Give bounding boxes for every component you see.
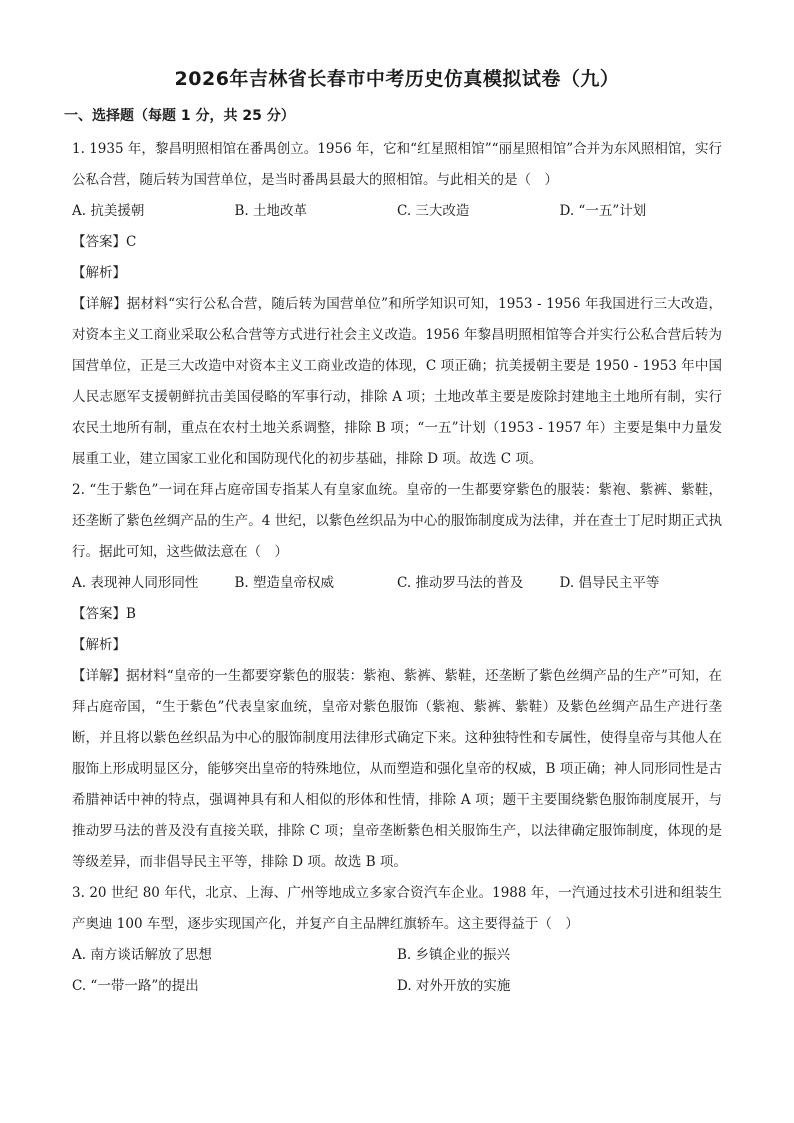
question-2-option-a: A. 表现神人同形同性 <box>72 575 199 591</box>
question-3-stem: 3. 20 世纪 80 年代，北京、上海、广州等地成立多家合资汽车企业。1988 年，一汽通过技术引进和组装生产奥迪 100 车型，逐步实现国产化，并复产自主品牌红旗轿车。这主要得益于（ ） <box>72 885 722 932</box>
section-heading: 一、选择题（每题 1 分，共 25 分） <box>64 108 295 124</box>
question-1-option-b: B. 土地改革 <box>234 203 308 219</box>
question-1-options <box>72 196 722 227</box>
question-2-stem: 2. “生于紫色”一词在拜占庭帝国专指某人有皇家血统。皇帝的一生都要穿紫色的服装：紫袍、紫裤、紫鞋，还垄断了紫色丝绸产品的生产。4 世纪，以紫色丝织品为中心的服饰制度成为法律，并在查士丁尼时期正式执行。据此可知，这些做法意在（ ） <box>72 482 722 560</box>
question-1-option-a: A. 抗美援朝 <box>72 203 145 219</box>
question-2-options <box>72 568 722 599</box>
question-2-option-c: C. 推动罗马法的普及 <box>397 575 524 591</box>
question-1-option-c: C. 三大改造 <box>397 203 470 219</box>
question-3-option-b: B. 乡镇企业的振兴 <box>397 947 511 963</box>
question-1-option-d: D. “一五”计划 <box>559 203 647 219</box>
exam-page <box>64 66 722 1002</box>
question-3-options <box>72 940 722 1002</box>
question-1-answer: 【答案】C <box>72 234 137 250</box>
question-3-option-c: C. “一带一路”的提出 <box>72 978 199 994</box>
question-2-answer: 【答案】B <box>72 606 136 622</box>
exam-title: 2026年吉林省长春市中考历史仿真模拟试卷（九） <box>174 68 620 90</box>
question-1-analysis-label: 【解析】 <box>72 265 126 281</box>
question-2-analysis-label: 【解析】 <box>72 637 126 653</box>
question-2-detail: 【详解】据材料“皇帝的一生都要穿紫色的服装：紫袍、紫裤、紫鞋，还垄断了紫色丝绸产品的生产”可知，在拜占庭帝国，“生于紫色”代表皇家血统，皇帝对紫色服饰（紫袍、紫裤、紫鞋）及紫色丝绸产品生产进行垄断，并且将以紫色丝织品为中心的服饰制度用法律形式确定下来。这种独特性和专属性，使得皇帝与其他人在服饰上形成明显区分，能够突出皇帝的特殊地位，从而塑造和强化皇帝的权威，B 项正确；神人同形同性是古希腊神话中神的特点，强调神具有和人相似的形体和性情，排除 A 项；题干主要围绕紫色服饰制度展开，与推动罗马法的普及没有直接关联，排除 C 项；皇帝垄断紫色相关服饰生产，以法律确定服饰制度，体现的是等级差异，而非倡导民主平等，排除 D 项。故选 B 项。 <box>72 668 722 870</box>
question-1-stem: 1. 1935 年，黎昌明照相馆在番禺创立。1956 年，它和“红星照相馆”“丽星照相馆”合并为东风照相馆，实行公私合营，随后转为国营单位，是当时番禺县最大的照相馆。与此相关的是（ ） <box>72 141 722 188</box>
question-3-option-d: D. 对外开放的实施 <box>397 978 511 994</box>
question-1-detail: 【详解】据材料“实行公私合营，随后转为国营单位”和所学知识可知，1953 - 1956 年我国进行三大改造，对资本主义工商业采取公私合营等方式进行社会主义改造。1956 年黎昌明照相馆等合并实行公私合营后转为国营单位，正是三大改造中对资本主义工商业改造的体现，C 项正确；抗美援朝主要是 1950 - 1953 年中国人民志愿军支援朝鲜抗击美国侵略的军事行动，排除 A 项；土地改革主要是废除封建地主土地所有制，实行农民土地所有制，重点在农村土地关系调整，排除 B 项；“一五”计划（1953 - 1957 年）主要是集中力量发展重工业，建立国家工业化和国防现代化的初步基础，排除 D 项。故选 C 项。 <box>72 296 722 467</box>
question-3-option-a: A. 南方谈话解放了思想 <box>72 947 212 963</box>
question-2-option-d: D. 倡导民主平等 <box>559 575 660 591</box>
question-2-option-b: B. 塑造皇帝权威 <box>234 575 335 591</box>
